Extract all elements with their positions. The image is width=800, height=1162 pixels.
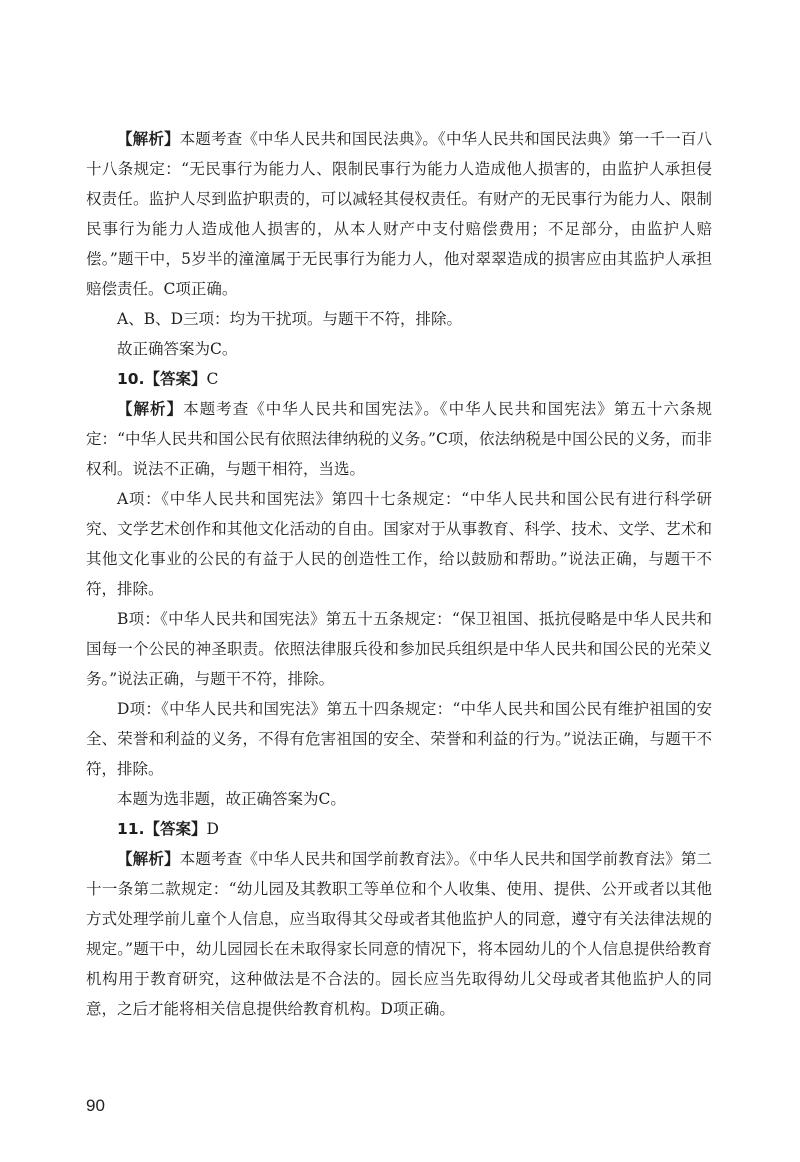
paragraph-conclusion-10: [86, 784, 712, 814]
paragraph-options-abd: [86, 304, 712, 334]
analysis-label: 【解析】: [117, 130, 180, 148]
answer-value: D: [206, 820, 219, 838]
paragraph-text: 故正确答案为C。: [117, 340, 238, 358]
paragraph-text: 本题为选非题，故正确答案为C。: [117, 790, 346, 808]
paragraph-text: 本题考查《中华人民共和国民法典》。《中华人民共和国民法典》第一千一百八十八条规定：“无民事行为能力人、限制民事行为能力人造成他人损害的，由监护人承担侵权责任。监护人尽到监护职责的，可以减轻其侵权责任。有财产的无民事行为能力人、限制民事行为能力人造成他人损害的，从本人财产中支付赔偿费用；不足部分，由监护人赔偿。”题干中，5岁半的潼潼属于无民事行为能力人，他对翠翠造成的损害应由其监护人承担赔偿责任。C项正确。: [86, 130, 712, 298]
answer-heading-10: [86, 364, 712, 394]
answer-heading-11: [86, 814, 712, 844]
analysis-label: 【解析】: [117, 850, 180, 868]
paragraph-text: B项：《中华人民共和国宪法》第五十五条规定：“保卫祖国、抵抗侵略是中华人民共和国每一个公民的神圣职责。依照法律服兵役和参加民兵组织是中华人民共和国公民的光荣义务。”说法正确，与题干不符，排除。: [86, 610, 712, 688]
answer-label: 10.【答案】: [117, 370, 207, 388]
paragraph-conclusion-9: [86, 334, 712, 364]
paragraph-option-d: [86, 694, 712, 784]
paragraph-text: A、B、D三项：均为干扰项。与题干不符，排除。: [117, 310, 463, 328]
paragraph-option-b: [86, 604, 712, 694]
analysis-label: 【解析】: [117, 400, 184, 418]
paragraph-text: A项：《中华人民共和国宪法》第四十七条规定：“中华人民共和国公民有进行科学研究、文学艺术创作和其他文化活动的自由。国家对于从事教育、科学、技术、文学、艺术和其他文化事业的公民的有益于人民的创造性工作，给以鼓励和帮助。”说法正确，与题干不符，排除。: [86, 490, 712, 598]
paragraph-analysis-10: [86, 394, 712, 484]
paragraph-analysis-11: [86, 844, 712, 1024]
answer-value: C: [206, 370, 219, 388]
paragraph-text: D项：《中华人民共和国宪法》第五十四条规定：“中华人民共和国公民有维护祖国的安全、荣誉和利益的义务，不得有危害祖国的安全、荣誉和利益的行为。”说法正确，与题干不符，排除。: [86, 700, 712, 778]
paragraph-text: 本题考查《中华人民共和国学前教育法》。《中华人民共和国学前教育法》第二十一条第二款规定：“幼儿园及其教职工等单位和个人收集、使用、提供、公开或者以其他方式处理学前儿童个人信息，应当取得其父母或者其他监护人的同意，遵守有关法律法规的规定。”题干中，幼儿园园长在未取得家长同意的情况下，将本园幼儿的个人信息提供给教育机构用于教育研究，这种做法是不合法的。园长应当先取得幼儿父母或者其他监护人的同意，之后才能将相关信息提供给教育机构。D项正确。: [86, 850, 712, 1018]
paragraph-analysis-9: [86, 124, 712, 304]
answer-explanations: [86, 124, 712, 1024]
page-number: 90: [86, 1096, 105, 1115]
answer-label: 11.【答案】: [117, 820, 207, 838]
paragraph-text: 本题考查《中华人民共和国宪法》。《中华人民共和国宪法》第五十六条规定：“中华人民共和国公民有依照法律纳税的义务。”C项，依法纳税是中国公民的义务，而非权利。说法不正确，与题干相符，当选。: [86, 400, 712, 478]
paragraph-option-a: [86, 484, 712, 604]
